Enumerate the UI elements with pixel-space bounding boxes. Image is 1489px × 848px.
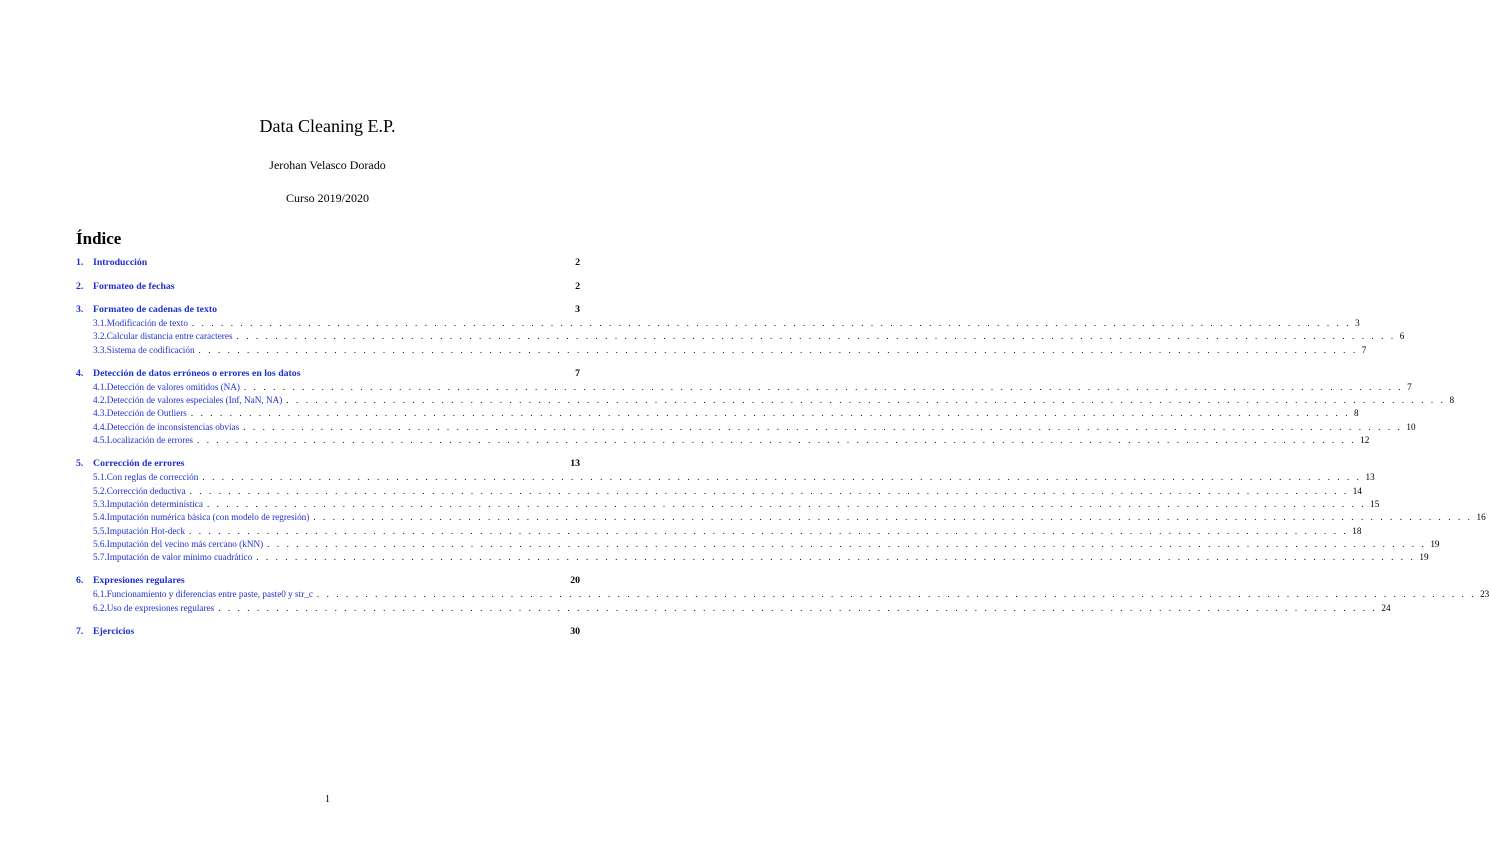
toc-subsection-link[interactable]: Localización de errores [106,435,193,446]
toc-subsection-page: 18 [1352,525,1362,536]
toc-leader-dots: . . . . . . . . . . . . . . . . . . . . . . . . . . . . . . . . . . . . . . . . . . . . . . . . . . . . . . . . . . . . . . . . . . . . . . . . . . . . . . . . . . . . . . . . . . . . . . . . . . . . . . . . . . . . . . . . . . . . . . . . [236,331,1396,342]
toc-subsection-entry[interactable] [76,539,1440,552]
toc-subsection-link[interactable]: Imputación Hot-deck [106,525,186,536]
toc-subsection-link[interactable]: Detección de Outliers [106,408,187,419]
toc-subsection-entry[interactable] [76,331,1405,344]
toc-subsection-number: 6.2. [93,602,107,613]
toc-section-link[interactable]: Introducción [93,257,148,268]
toc-leader-dots: . . . . . . . . . . . . . . . . . . . . . . . . . . . . . . . . . . . . . . . . . . . . . . . . . . . . . . . . . . . . . . . . . . . . . . . . . . . . . . . . . . . . . . . . . . . . . . . . . . . . . . . . . . . . . . . . . . . . . . . . [197,435,1357,446]
page-number: 1 [325,794,330,805]
toc-subsection-link[interactable]: Imputación del vecino más cercano (kNN) [106,539,264,550]
toc-subsection-page: 19 [1430,539,1440,550]
toc-subsection-page: 15 [1370,498,1380,509]
toc-subsection-entry[interactable] [76,408,1359,421]
toc-subsection-entry[interactable] [76,421,1416,435]
toc-section-entry[interactable] [76,304,580,318]
toc-subsection-entry[interactable] [76,602,1391,616]
toc-subsection-number: 5.6. [93,539,107,550]
toc-subsection-page: 10 [1406,421,1416,432]
toc-subsection-entry[interactable] [76,485,1362,499]
toc-subsection-page: 14 [1352,485,1362,496]
toc-section-number: 7. [76,625,84,637]
toc-section-number: 6. [76,575,84,587]
toc-subsection-entry[interactable] [76,435,1370,448]
toc-subsection-link[interactable]: Detección de valores omitidos (NA) [106,381,240,392]
toc-section-page: 3 [575,304,580,315]
toc-section-number: 5. [76,458,84,470]
toc-leader-dots: . . . . . . . . . . . . . . . . . . . . . . . . . . . . . . . . . . . . . . . . . . . . . . . . . . . . . . . . . . . . . . . . . . . . . . . . . . . . . . . . . . . . . . . . . . . . . . . . . . . . . . . . . . . . . . . . . . . . . . . . [189,525,1349,536]
toc-subsection-entry[interactable] [76,525,1362,539]
toc-leader-dots: . . . . . . . . . . . . . . . . . . . . . . . . . . . . . . . . . . . . . . . . . . . . . . . . . . . . . . . . . . . . . . . . . . . . . . . . . . . . . . . . . . . . . . . . . . . . . . . . . . . . . . . . . . . . . . . . . . . . . . . . [316,589,1477,600]
toc-subsection-page: 12 [1360,435,1370,446]
toc-subsection-number: 5.4. [93,512,107,523]
toc-section-page: 2 [575,257,580,268]
toc-subsection-entry[interactable] [76,472,1375,485]
toc-leader-dots: . . . . . . . . . . . . . . . . . . . . . . . . . . . . . . . . . . . . . . . . . . . . . . . . . . . . . . . . . . . . . . . . . . . . . . . . . . . . . . . . . . . . . . . . . . . . . . . . . . . . . . . . . . . . . . . . . . . . . . . . [189,485,1349,496]
toc-section-number: 3. [76,304,84,315]
toc-subsection-number: 5.7. [93,552,107,563]
toc-subsection-number: 4.2. [93,395,107,406]
toc-subsection-number: 5.1. [93,472,107,483]
toc-leader-dots: . . . . . . . . . . . . . . . . . . . . . . . . . . . . . . . . . . . . . . . . . . . . . . . . . . . . . . . . . . . . . . . . . . . . . . . . . . . . . . . . . . . . . . . . . . . . . . . . . . . . . . . . . . . . . . . . . . . . . . . . [243,381,1404,392]
toc-subsection-link[interactable]: Con reglas de corrección [106,472,199,483]
toc-subsection-link[interactable]: Uso de expresiones regulares [106,602,215,613]
toc-leader-dots: . . . . . . . . . . . . . . . . . . . . . . . . . . . . . . . . . . . . . . . . . . . . . . . . . . . . . . . . . . . . . . . . . . . . . . . . . . . . . . . . . . . . . . . . . . . . . . . . . . . . . . . . . . . . . . . . . . . . . . . . [198,344,1358,355]
toc-subsection-page: 13 [1365,472,1375,483]
toc-subsection-entry[interactable] [76,381,1412,395]
toc-subsection-link[interactable]: Sistema de codificación [106,344,195,355]
toc-subsection-link[interactable]: Corrección deductiva [106,485,186,496]
toc-leader-dots: . . . . . . . . . . . . . . . . . . . . . . . . . . . . . . . . . . . . . . . . . . . . . . . . . . . . . . . . . . . . . . . . . . . . . . . . . . . . . . . . . . . . . . . . . . . . . . . . . . . . . . . . . . . . . . . . . . . . . . . . [206,498,1367,509]
toc-section-number: 4. [76,367,84,379]
toc-section-page: 20 [570,575,580,587]
toc-subsection-page: 24 [1381,602,1391,613]
toc-section-link[interactable]: Ejercicios [93,625,135,637]
toc-subsection-page: 7 [1361,344,1367,355]
toc-subsection-number: 3.1. [93,318,107,328]
toc-leader-dots: . . . . . . . . . . . . . . . . . . . . . . . . . . . . . . . . . . . . . . . . . . . . . . . . . . . . . . . . . . . . . . . . . . . . . . . . . . . . . . . . . . . . . . . . . . . . . . . . . . . . . . . . . . . . . . . . . . . . . . . . [256,552,1416,563]
toc-section-entry[interactable] [76,458,580,472]
toc-section-entry[interactable] [76,257,580,271]
toc-subsection-number: 5.3. [93,498,107,509]
toc-subsection-page: 3 [1355,318,1360,328]
toc-leader-dots: . . . . . . . . . . . . . . . . . . . . . . . . . . . . . . . . . . . . . . . . . . . . . . . . . . . . . . . . . . . . . . . . . . . . . . . . . . . . . . . . . . . . . . . . . . . . . . . . . . . . . . . . . . . . . . . . . . . . . . . . [218,602,1378,613]
toc-leader-dots: . . . . . . . . . . . . . . . . . . . . . . . . . . . . . . . . . . . . . . . . . . . . . . . . . . . . . . . . . . . . . . . . . . . . . . . . . . . . . . . . . . . . . . . . . . . . . . . . . . . . . . . . . . . . . . . . . . . . . . . . [267,539,1427,550]
toc-section-page: 30 [570,625,580,637]
document-title: Data Cleaning E.P. [259,116,396,136]
toc-section-link[interactable]: Corrección de errores [93,458,185,470]
toc-subsection-link[interactable]: Calcular distancia entre caracteres [106,331,233,342]
toc-subsection-link[interactable]: Imputación determinística [106,498,203,509]
toc-subsection-page: 23 [1480,589,1489,600]
document-author: Jerohan Velasco Dorado [269,158,386,172]
toc-section-entry[interactable] [76,281,580,295]
toc-subsection-entry[interactable] [76,552,1429,565]
toc-section-entry[interactable] [76,626,580,640]
toc-subsection-entry[interactable] [76,498,1380,512]
toc-section-page: 7 [575,367,580,379]
toc-leader-dots: . . . . . . . . . . . . . . . . . . . . . . . . . . . . . . . . . . . . . . . . . . . . . . . . . . . . . . . . . . . . . . . . . . . . . . . . . . . . . . . . . . . . . . . . . . . . . . . . . . . . . . . . . . . . . . . . . . . . . . . . [286,395,1446,406]
toc-section-number: 2. [76,280,84,292]
toc-subsection-number: 3.3. [93,344,107,355]
toc-subsection-page: 7 [1407,381,1412,392]
toc-subsection-number: 3.2. [93,331,107,342]
toc-subsection-page: 8 [1449,395,1455,406]
toc-section-number: 1. [76,257,84,268]
toc-subsection-number: 4.1. [93,381,107,392]
toc-subsection-page: 6 [1399,331,1405,342]
toc-subsection-entry[interactable] [76,589,1489,602]
toc-leader-dots: . . . . . . . . . . . . . . . . . . . . . . . . . . . . . . . . . . . . . . . . . . . . . . . . . . . . . . . . . . . . . . . . . . . . . . . . . . . . . . . . . . . . . . . . . . . . . . . . . . . . . . . . . . . . . . . . . . . . . . . . [313,512,1473,523]
toc-subsection-page: 16 [1476,512,1486,523]
toc-subsection-link[interactable]: Imputación numérica básica (con modelo de regresión) [106,512,310,523]
toc-subsection-link[interactable]: Funcionamiento y diferencias entre paste, paste0 y str_c [106,589,313,600]
toc-subsection-entry[interactable] [76,318,1360,331]
toc-leader-dots: . . . . . . . . . . . . . . . . . . . . . . . . . . . . . . . . . . . . . . . . . . . . . . . . . . . . . . . . . . . . . . . . . . . . . . . . . . . . . . . . . . . . . . . . . . . . . . . . . . . . . . . . . . . . . . . . . . . . . . . . [190,408,1351,419]
toc-section-link[interactable]: Detección de datos erróneos o errores en los datos [93,367,301,379]
toc-subsection-page: 19 [1419,552,1429,563]
toc-section-link[interactable]: Expresiones regulares [93,575,185,587]
table-of-contents [76,257,1489,640]
toc-section-link[interactable]: Formateo de fechas [93,280,175,292]
toc-subsection-number: 6.1. [93,589,107,600]
document-date: Curso 2019/2020 [285,191,369,205]
toc-section-page: 13 [570,458,580,470]
toc-subsection-entry[interactable] [76,395,1455,408]
toc-section-link[interactable]: Formateo de cadenas de texto [93,304,218,315]
toc-subsection-page: 8 [1354,408,1359,419]
toc-subsection-entry[interactable] [76,512,1486,525]
toc-subsection-entry[interactable] [76,344,1367,358]
toc-section-entry[interactable] [76,575,580,589]
toc-leader-dots: . . . . . . . . . . . . . . . . . . . . . . . . . . . . . . . . . . . . . . . . . . . . . . . . . . . . . . . . . . . . . . . . . . . . . . . . . . . . . . . . . . . . . . . . . . . . . . . . . . . . . . . . . . . . . . . . . . . . . . . . [243,421,1403,432]
toc-heading: Índice [76,229,122,248]
toc-subsection-number: 5.2. [93,485,107,496]
toc-subsection-number: 5.5. [93,525,107,536]
toc-subsection-number: 4.3. [93,408,107,419]
toc-subsection-number: 4.5. [93,435,107,446]
toc-leader-dots: . . . . . . . . . . . . . . . . . . . . . . . . . . . . . . . . . . . . . . . . . . . . . . . . . . . . . . . . . . . . . . . . . . . . . . . . . . . . . . . . . . . . . . . . . . . . . . . . . . . . . . . . . . . . . . . . . . . . . . . . [202,472,1362,483]
toc-subsection-link[interactable]: Detección de inconsistencias obvias [106,421,240,432]
toc-subsection-link[interactable]: Modificación de texto [106,318,188,328]
toc-subsection-link[interactable]: Detección de valores especiales (Inf, NaN, NA) [106,395,283,406]
toc-section-page: 2 [575,280,580,292]
toc-subsection-number: 4.4. [93,421,107,432]
toc-section-entry[interactable] [76,368,580,382]
toc-subsection-link[interactable]: Imputación de valor mínimo cuadrático [106,552,253,563]
toc-leader-dots: . . . . . . . . . . . . . . . . . . . . . . . . . . . . . . . . . . . . . . . . . . . . . . . . . . . . . . . . . . . . . . . . . . . . . . . . . . . . . . . . . . . . . . . . . . . . . . . . . . . . . . . . . . . . . . . . . . . . . . . . [191,318,1352,328]
